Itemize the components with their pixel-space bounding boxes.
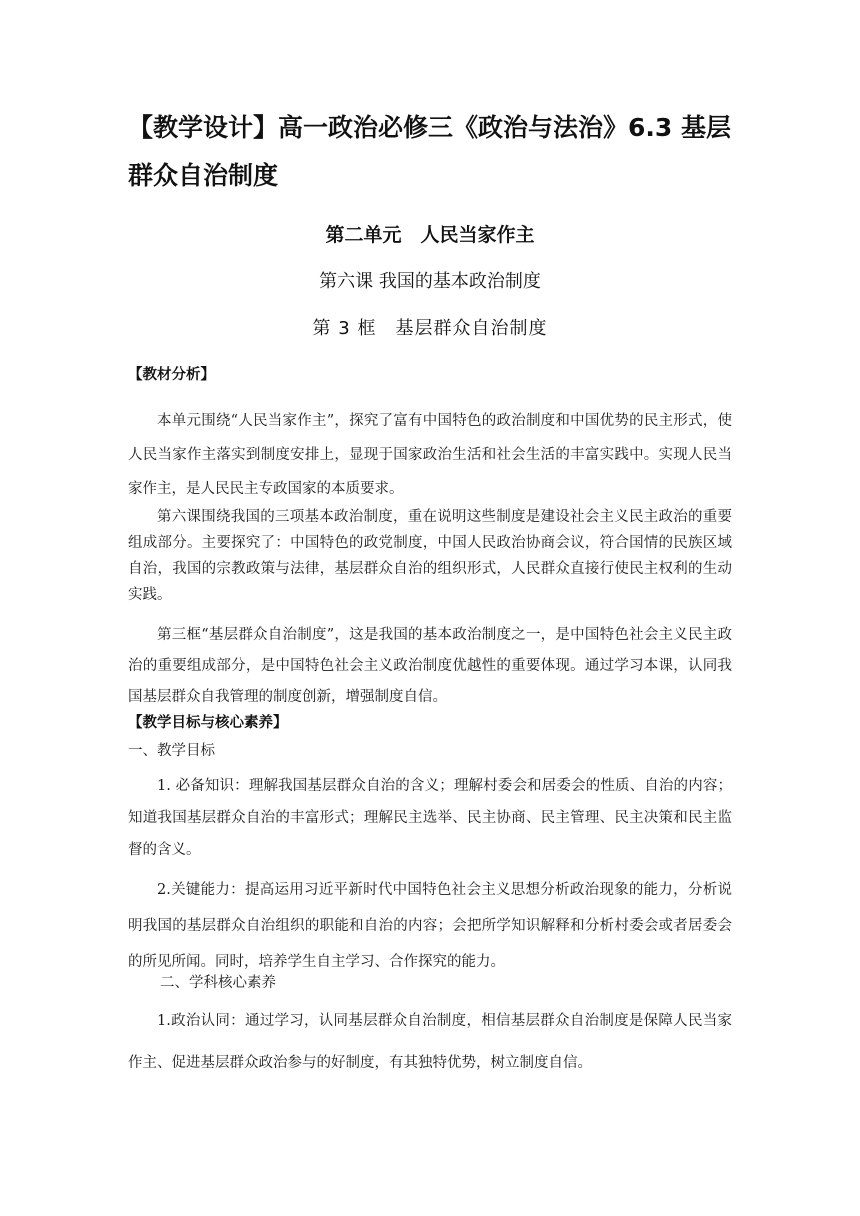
- literacy-item-political-identity: 1.政治认同：通过学习，认同基层群众自治制度，相信基层群众自治制度是保障人民当家作主、促进基层群众政治参与的好制度，有其独特优势，树立制度自信。: [128, 1013, 732, 1071]
- goal-item-knowledge: 1. 必备知识：理解我国基层群众自治的含义；理解村委会和居委会的性质、自治的内容；知道我国基层群众自治的丰富形式；理解民主选举、民主协商、民主管理、民主决策和民主监督的含义。: [128, 778, 732, 858]
- document-title: 【教学设计】高一政治必修三《政治与法治》6.3 基层群众自治制度: [128, 113, 731, 190]
- material-analysis-paragraph-3: 第三框“基层群众自治制度”，这是我国的基本政治制度之一，是中国特色社会主义民主政治的重要组成部分，是中国特色社会主义政治制度优越性的重要体现。通过学习本课，认同我国基层群众自我管理的制度创新，增强制度自信。: [128, 627, 732, 705]
- core-literacy-subheading: 二、学科核心素养: [160, 975, 276, 991]
- lesson-heading: 第六课 我国的基本政治制度: [319, 271, 541, 292]
- goal-item-ability: 2.关键能力：提高运用习近平新时代中国特色社会主义思想分析政治现象的能力，分析说明我国的基层群众自治组织的职能和自治的内容；会把所学知识解释和分析村委会或者居委会的所见所闻。同时，培养学生自主学习、合作探究的能力。: [128, 882, 732, 970]
- material-analysis-paragraph-1: 本单元围绕“人民当家作主”，探究了富有中国特色的政治制度和中国优势的民主形式，使人民当家作主落实到制度安排上，显现于国家政治生活和社会生活的丰富实践中。实现人民当家作主，是人民民主专政国家的本质要求。: [128, 413, 732, 497]
- material-analysis-paragraph-2: 第六课围绕我国的三项基本政治制度，重在说明这些制度是建设社会主义民主政治的重要组成部分。主要探究了：中国特色的政党制度，中国人民政治协商会议，符合国情的民族区域自治，我国的宗教政策与法律，基层群众自治的组织形式，人民群众直接行使民主权利的生动实践。: [128, 509, 732, 603]
- unit-heading: 第二单元 人民当家作主: [325, 224, 535, 246]
- goals-label: 【教学目标与核心素养】: [128, 715, 288, 731]
- teaching-goals-subheading: 一、教学目标: [128, 743, 215, 759]
- material-analysis-label: 【教材分析】: [128, 367, 215, 383]
- frame-heading: 第 3 框 基层群众自治制度: [312, 318, 548, 339]
